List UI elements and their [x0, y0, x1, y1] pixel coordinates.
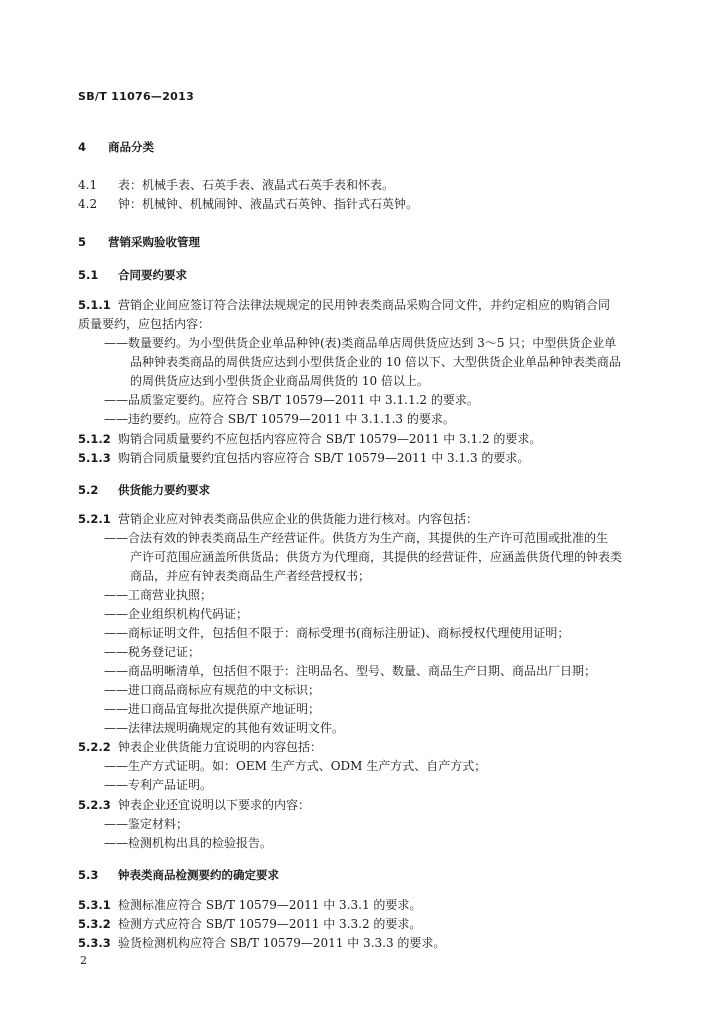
section-number: 5	[78, 235, 87, 249]
clause-number: 5.3.3	[78, 936, 111, 950]
clause-number: 5.2.2	[78, 740, 111, 754]
list-item: ——鉴定材料；	[104, 817, 189, 831]
section-title: 商品分类	[108, 140, 154, 154]
list-item: ——合法有效的钟表类商品生产经营证件。供货方为生产商，其提供的生产许可范围或批准的生	[104, 531, 609, 545]
clause-text: 钟：机械钟、机械闹钟、液晶式石英钟、指针式石英钟。	[118, 197, 419, 211]
clause-5-3-3	[78, 934, 445, 952]
clause-number: 4.1	[78, 178, 98, 192]
section-4-heading	[78, 138, 154, 156]
clause-5-1-3	[78, 449, 529, 467]
clause-text: 购销合同质量要约不应包括内容应符合 SB/T 10579—2011 中 3.1.2 的要求。	[118, 432, 542, 446]
list-item: ——税务登记证；	[104, 645, 201, 659]
clause-4-1	[78, 176, 394, 194]
clause-5-2-2	[78, 738, 322, 756]
clause-4-2	[78, 195, 418, 213]
clause-number: 5.1.1	[78, 298, 111, 312]
clause-number: 5.1.3	[78, 451, 111, 465]
list-item: ——进口商品宜每批次提供原产地证明；	[104, 702, 321, 716]
clause-5-2-1	[78, 510, 478, 528]
list-item: ——生产方式证明。如：OEM 生产方式、ODM 生产方式、自产方式；	[104, 759, 487, 773]
clause-text: 检测方式应符合 SB/T 10579—2011 中 3.3.2 的要求。	[118, 917, 422, 931]
clause-number: 5.2.1	[78, 512, 111, 526]
clause-text-continued: 质量要约，应包括内容：	[78, 317, 211, 331]
section-title: 合同要约要求	[118, 268, 187, 282]
list-item-continued: 品种钟表类商品的周供货应达到小型供货企业的 10 倍以下、大型供货企业单品种钟表类商品	[130, 355, 621, 369]
clause-5-2-3	[78, 796, 310, 814]
section-title: 营销采购验收管理	[108, 235, 200, 249]
clause-number: 5.3.2	[78, 917, 111, 931]
list-item-continued: 产许可范围应涵盖所供货品；供货方为代理商，其提供的经营证件，应涵盖供货代理的钟表类	[130, 550, 623, 564]
list-item: ——进口商品商标应有规范的中文标识；	[104, 683, 321, 697]
clause-text: 钟表企业供货能力宜说明的内容包括：	[118, 740, 323, 754]
clause-text: 营销企业应对钟表类商品供应企业的供货能力进行核对。内容包括：	[118, 512, 479, 526]
section-5-2-heading	[78, 481, 210, 499]
section-5-1-heading	[78, 266, 187, 284]
section-5-3-heading	[78, 866, 279, 884]
list-item: ——商品明晰清单，包括但不限于：注明品名、型号、数量、商品生产日期、商品出厂日期；	[104, 664, 597, 678]
list-item: ——法律法规明确规定的其他有效证明文件。	[104, 721, 345, 735]
list-item: ——工商营业执照；	[104, 588, 213, 602]
list-item: ——数量要约。为小型供货企业单品种钟(表)类商品单店周供货应达到 3～5 只；中型供货企业单	[104, 336, 617, 350]
section-title: 供货能力要约要求	[118, 483, 210, 497]
clause-number: 4.2	[78, 197, 98, 211]
list-item: ——专利产品证明。	[104, 778, 213, 792]
clause-number: 5.3.1	[78, 898, 111, 912]
section-number: 5.1	[78, 268, 99, 282]
clause-number: 5.1.2	[78, 432, 111, 446]
list-item: ——企业组织机构代码证；	[104, 607, 249, 621]
section-number: 5.3	[78, 868, 99, 882]
section-number: 4	[78, 140, 87, 154]
section-title: 钟表类商品检测要约的确定要求	[118, 868, 279, 882]
list-item: ——品质鉴定要约。应符合 SB/T 10579—2011 中 3.1.1.2 的要求。	[104, 393, 479, 407]
clause-5-3-2	[78, 915, 421, 933]
clause-text: 营销企业间应签订符合法律法规规定的民用钟表类商品采购合同文件，并约定相应的购销合同	[118, 298, 611, 312]
clause-text: 表：机械手表、石英手表、液晶式石英手表和怀表。	[118, 178, 395, 192]
clause-text: 检测标准应符合 SB/T 10579—2011 中 3.3.1 的要求。	[118, 898, 422, 912]
clause-number: 5.2.3	[78, 798, 111, 812]
section-5-heading	[78, 233, 200, 251]
clause-5-1-1	[78, 296, 610, 314]
clause-text: 购销合同质量要约宜包括内容应符合 SB/T 10579—2011 中 3.1.3 的要求。	[118, 451, 530, 465]
list-item-continued: 商品，并应有钟表类商品生产者经营授权书；	[130, 569, 371, 583]
section-number: 5.2	[78, 483, 99, 497]
page-number: 2	[80, 954, 87, 967]
list-item-continued: 的周供货应达到小型供货企业商品周供货的 10 倍以上。	[130, 374, 429, 388]
clause-5-1-2	[78, 430, 541, 448]
list-item: ——检测机构出具的检验报告。	[104, 836, 273, 850]
clause-text: 验货检测机构应符合 SB/T 10579—2011 中 3.3.3 的要求。	[118, 936, 446, 950]
list-item: ——违约要约。应符合 SB/T 10579—2011 中 3.1.1.3 的要求。	[104, 412, 455, 426]
clause-5-3-1	[78, 896, 421, 914]
clause-text: 钟表企业还宜说明以下要求的内容：	[118, 798, 311, 812]
document-code: SB/T 11076—2013	[78, 90, 195, 103]
list-item: ——商标证明文件，包括但不限于：商标受理书(商标注册证)、商标授权代理使用证明；	[104, 626, 570, 640]
